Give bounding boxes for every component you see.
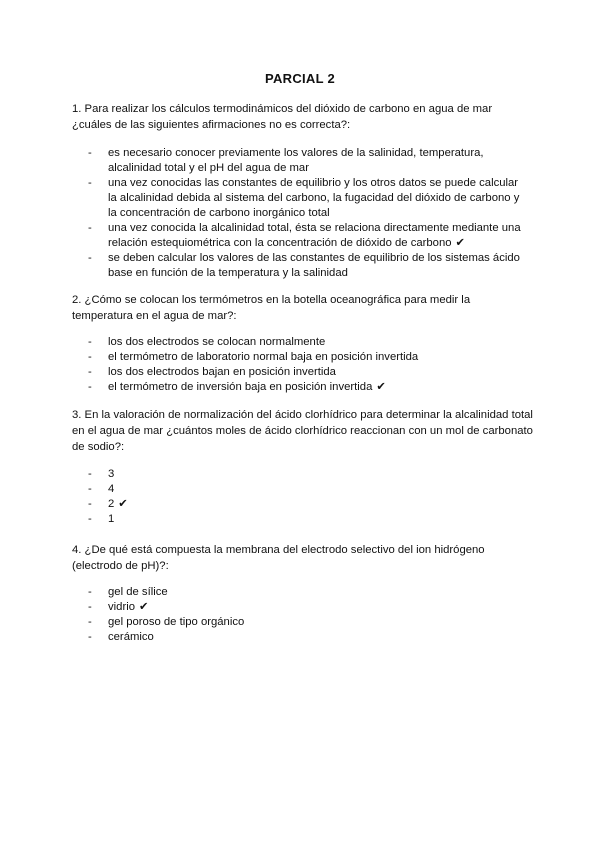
list-item: - se deben calcular los valores de las constantes de equilibrio de los sistemas ácido base en función de la temperatura y la salinidad <box>88 251 528 281</box>
check-icon: ✔ <box>455 237 465 249</box>
list-item: - 4 <box>88 482 528 497</box>
list-item: - es necesario conocer previamente los valores de la salinidad, temperatura, alcalinidad total y el pH del agua de mar <box>88 146 528 176</box>
list-item: - una vez conocidas las constantes de equilibrio y los otros datos se puede calcular la alcalinidad debida al sistema del carbono, la fugacidad del dióxido de carbono y la concentración de carbono inorgánico total <box>88 176 528 221</box>
list-item: - el termómetro de inversión baja en posición invertida ✔ <box>88 380 528 395</box>
question-1-options <box>88 146 528 281</box>
question-3-options <box>88 467 528 527</box>
question-1-text: 1. Para realizar los cálculos termodinámicos del dióxido de carbono en agua de mar ¿cuáles de las siguientes afirmaciones no es correcta?: <box>72 103 493 131</box>
check-icon: ✔ <box>118 498 128 510</box>
list-item: - vidrio ✔ <box>88 600 528 615</box>
question-3-text: 3. En la valoración de normalización del ácido clorhídrico para determinar la alcalinidad total en el agua de mar ¿cuántos moles de ácido clorhídrico reaccionan con un mol de carbonato de sodio?: <box>72 409 533 453</box>
list-item: - los dos electrodos se colocan normalmente <box>88 335 528 350</box>
list-item: - los dos electrodos bajan en posición invertida <box>88 365 528 380</box>
page-title: PARCIAL 2 <box>264 71 336 86</box>
question-4-text: 4. ¿De qué está compuesta la membrana del electrodo selectivo del ion hidrógeno (electrodo de pH)?: <box>72 544 485 572</box>
list-item: - cerámico <box>88 630 528 645</box>
list-item: - 1 <box>88 512 528 527</box>
list-item: - una vez conocida la alcalinidad total, ésta se relaciona directamente mediante una relación estequiométrica con la concentración de dióxido de carbono ✔ <box>88 221 528 251</box>
list-item: - gel de sílice <box>88 585 528 600</box>
check-icon: ✔ <box>139 601 149 613</box>
list-item: - gel poroso de tipo orgánico <box>88 615 528 630</box>
check-icon: ✔ <box>376 381 386 393</box>
question-2-text: 2. ¿Cómo se colocan los termómetros en la botella oceanográfica para medir la temperatura en el agua de mar?: <box>72 294 471 322</box>
question-2-options <box>88 335 528 395</box>
question-4-options <box>88 585 528 645</box>
list-item: - 2 ✔ <box>88 497 528 512</box>
list-item: - 3 <box>88 467 528 482</box>
list-item: - el termómetro de laboratorio normal baja en posición invertida <box>88 350 528 365</box>
